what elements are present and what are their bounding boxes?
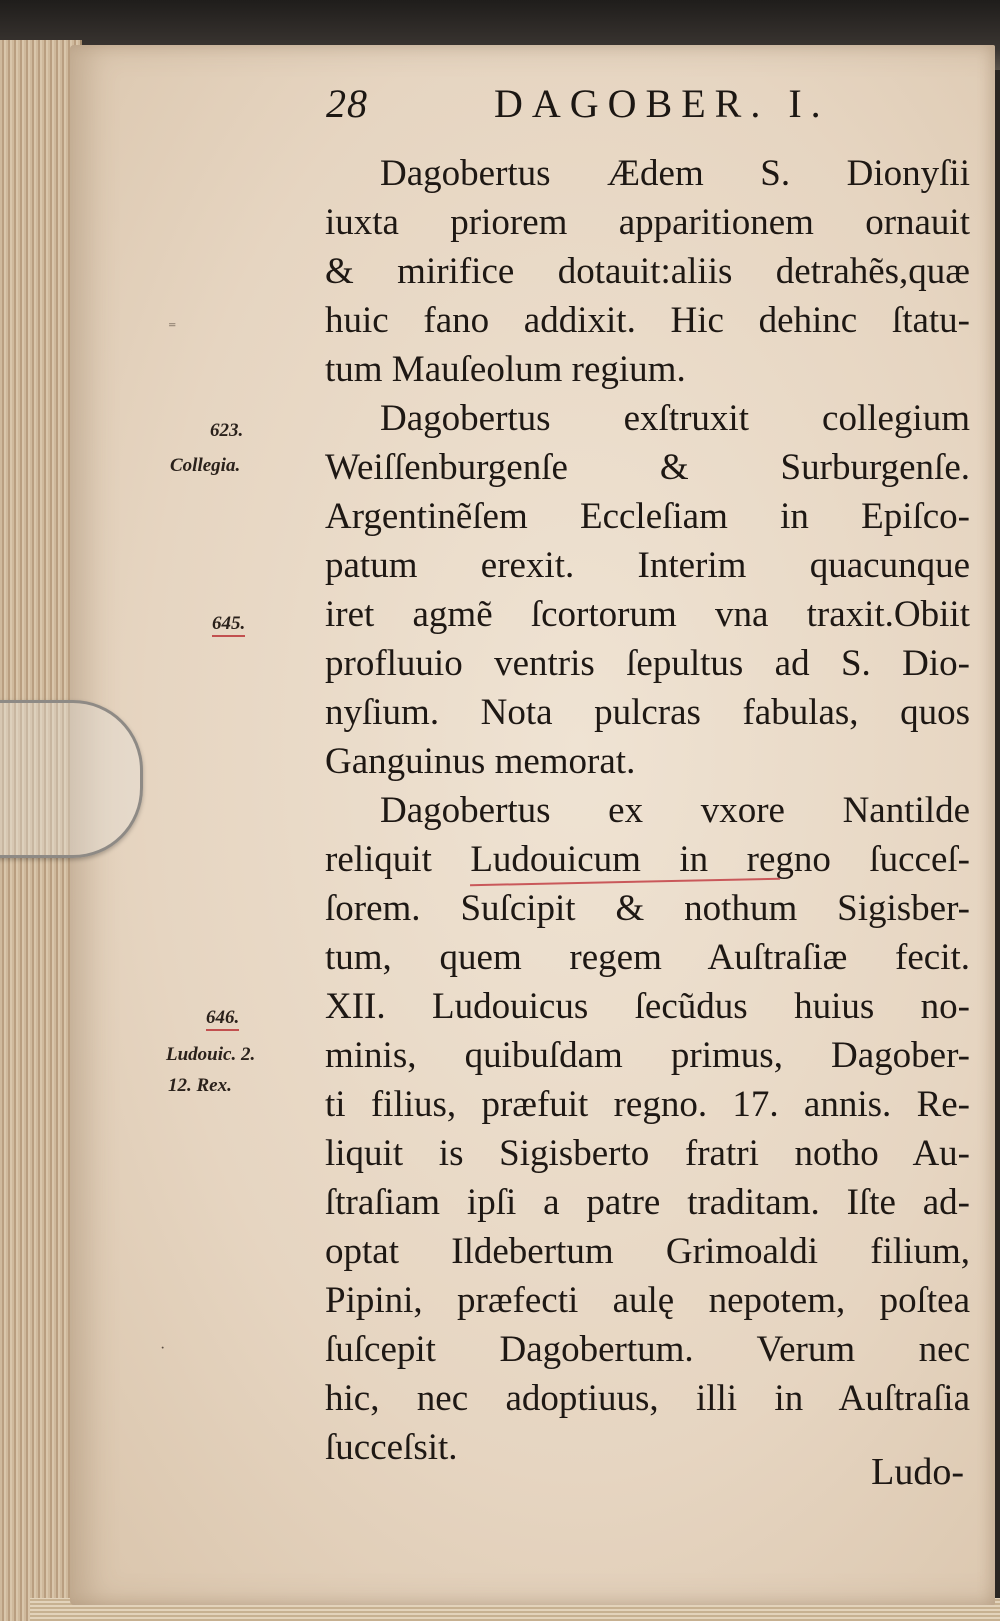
text-line-3: & mirifice dotauit:aliis detrahẽs,quæ [325, 251, 970, 292]
text-line-24: Pipini, præfecti aulę nepotem, poſtea [325, 1280, 970, 1321]
text-line-1: Dagobertus Ædem S. Dionyſii [380, 153, 970, 194]
text-line-21: liquit is Sigisberto fratri notho Au- [325, 1133, 970, 1174]
text-line-11: profluuio ventris ſepultus ad S. Dio- [325, 643, 970, 684]
text-line-14: Dagobertus ex vxore Nantilde [380, 790, 970, 831]
text-line-27: ſucceſsit. [325, 1427, 458, 1468]
text-line-9: patum erexit. Interim quacunque [325, 545, 970, 586]
text-line-19: minis, quibuſdam primus, Dagober- [325, 1035, 970, 1076]
text-line-22: ſtraſiam ipſi a patre traditam. Iſte ad- [325, 1182, 970, 1223]
text-line-7: Weiſſenburgenſe & Surburgenſe. [325, 447, 970, 488]
text-line-2: iuxta priorem apparitionem ornauit [325, 202, 970, 243]
text-line-13: Ganguinus memorat. [325, 741, 636, 782]
ink-speck: ⁼ [168, 320, 177, 337]
text-line-17: tum, quem regem Auſtraſiæ fecit. [325, 937, 970, 978]
margin-note-rex: 12. Rex. [168, 1075, 232, 1096]
page-number: 28 [326, 81, 368, 126]
ink-speck: · [160, 1340, 166, 1357]
running-title: DAGOBER. I. [494, 81, 830, 126]
text-line-16: ſorem. Suſcipit & nothum Sigisber- [325, 888, 970, 929]
margin-note-ludouic: Ludouic. 2. [166, 1044, 256, 1065]
text-line-18: XII. Ludouicus ſecũdus huius no- [325, 986, 970, 1027]
text-line-23: optat Ildebertum Grimoaldi filium, [325, 1231, 970, 1272]
text-line-25: ſuſcepit Dagobertum. Verum nec [325, 1329, 970, 1370]
text-line-20: ti filius, præfuit regno. 17. annis. Re- [325, 1084, 970, 1125]
text-line-26: hic, nec adoptiuus, illi in Auſtraſia [325, 1378, 970, 1419]
text-line-5: tum Mauſeolum regium. [325, 349, 686, 390]
margin-note-collegia: Collegia. [170, 455, 241, 476]
text-line-4: huic fano addixit. Hic dehinc ſtatu- [325, 300, 970, 341]
margin-note-646: 646. [206, 1007, 239, 1031]
text-line-15: reliquit Ludouicum in regno ſucceſ- [325, 839, 970, 880]
page-clip [0, 700, 143, 858]
text-line-10: iret agmẽ ſcortorum vna traxit.Obiit [325, 594, 970, 635]
margin-note-645: 645. [212, 613, 245, 637]
text-line-6: Dagobertus exſtruxit collegium [380, 398, 970, 439]
text-line-12: nyſium. Nota pulcras fabulas, quos [325, 692, 970, 733]
margin-note-623: 623. [210, 420, 244, 441]
text-line-8: Argentinẽſem Eccleſiam in Epiſco- [325, 496, 970, 537]
catchword: Ludo- [871, 1451, 964, 1493]
